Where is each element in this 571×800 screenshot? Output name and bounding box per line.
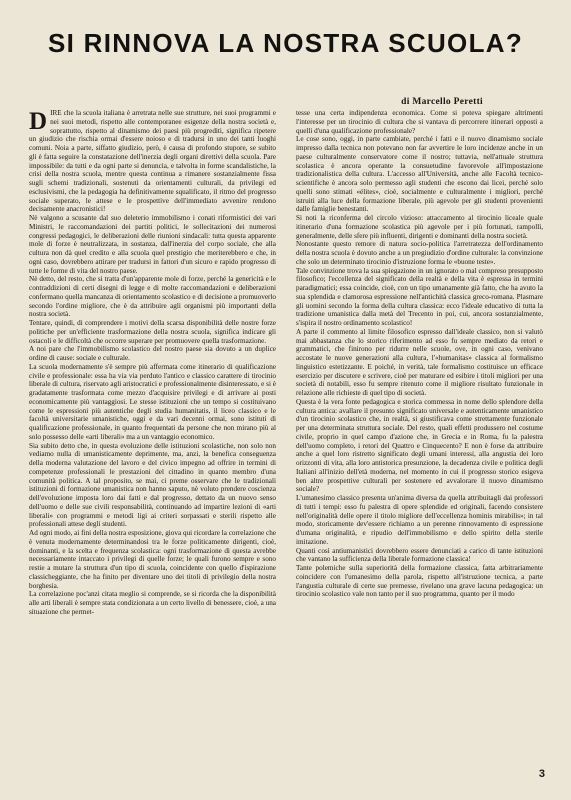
paragraph: La correlazione poc'anzi citata meglio si comprende, se si ricorda che la disponibilità alle arti liberali è sempre stata condizionata a un certo livello di benessere, cioè, a una situazione che permet- — [29, 590, 276, 616]
paragraph: Sia subito detto che, in questa evoluzione delle istituzioni scolastiche, non solo non vediamo nulla di umanisticamente deprimente, ma, anzi, la benefica conseguenza della moderna valutazione del lavoro e del civico impegno ad offrire in termini di competenze professionali le prestazioni del cittadino in quanto membro d'una comunità politica. A tal proposito, se mai, ci preme osservare che le tradizionali istituzioni di formazione umanistica non hanno saputo, nè voluto prendere coscienza dell'evoluzione imposta loro dai fatti e dal progresso, dettato da un nuovo senso dell'uomo e delle sue civili responsabilità, continuando ad impartire lezioni di «arti liberali» con programmi e metodi ligi ai criteri sorpassati e sterili rispetto alle professionali attese degli studenti. — [29, 441, 276, 529]
paragraph: DIRE che la scuola italiana è arretrata nelle sue strutture, nei suoi programmi e nei suoi metodi, rispetto alle contemporanee esigenze della nostra società e, soprattutto, rispetto al dinamismo dei paesi più progrediti, significa ripetere un giudizio che rischia ormai d'essere noioso e di tradursi in uno dei tanti luoghi comuni. Noia a parte, siffatto giudizio, però, è causa di profondo stupore, se subito gli è fatta seguire la constatazione dell'inerzia degli organi direttivi della scuola. Pare impossibile: da tutti e da ogni parte si denuncia, e talvolta in forme scandalistiche, la crisi della nostra scuola, mentre questa continua a rimanere sostanzialmente fissa sugli schemi tradizionali, sostenuti da orientamenti culturali, da privilegi ed esclusivismi, che la pedagogia ha definitivamente squalificato, il ritmo del progresso sociale superato, le attese e le prospettive dell'immediato avvenire rendono decisamente anacronistici! — [29, 108, 276, 214]
paragraph: Tante polemiche sulla superiorità della formazione classica, fatta arbitrariamente coincidere con l'umanesimo della parola, rispetto all'istruzione tecnica, a parte l'angustia culturale di certe sue premesse, rivelano una grave lacuna pedagogica: un tirocinio scolastico vale non tanto per il suo programma, quanto per il modo — [296, 564, 543, 599]
paragraph: A noi pare che l'immobilismo scolastico del nostro paese sia dovuto a un duplice ordine di cause: sociale e culturale. — [29, 345, 276, 362]
paragraph: La scuola modernamente s'è sempre più affermata come itinerario di qualificazione civile e professionale: essa ha via via perduto l'antico e classico carattere di tirocinio liberale di cultura, riservato agli aristocratici e professionalmente disinteressato, e si è gradatamente trasformata come mezzo d'acquisire privilegi e di arrivare ai posti economicamente più vantaggiosi. Le stesse istituzioni che un tempo si costituivano come le espressioni più autentiche degli studia humanitatis, il liceo classico e le facoltà universitarie umanistiche, oggi e da vari decenni ormai, sono istituti di qualificazione professionale, in quanto frequentati da persone che non mirano più al solo possesso delle «arti liberali» ma a un vantaggio economico. — [29, 362, 276, 441]
article-title: SI RINNOVA LA NOSTRA SCUOLA? — [47, 28, 524, 58]
paragraph: Nè valgono a scusante dal suo deleterio immobilismo i conati riformistici dei vari Ministri, le raccomandazioni dei partiti politici, le sollecitazioni dei numerosi congressi pedagogici, le deliberazioni delle riunioni sindacali: tutta questa apparente mole di forze è neutralizzata, in sostanza, dall'inerzia del corpo sociale, che alla cultura non dà quel credito e alla scuola quel prestigio che meriterebbero e che, in ogni caso, dovrebbero attirare per tradursi in fattori d'un sicuro e rapido progresso di tutte le forme di vita del nostro paese. — [29, 214, 276, 275]
paragraph: A parte il commento al limite filosofico espresso dall'ideale classico, non si valutò mai abbastanza che lo storico riferimento ad esso fu sempre mediato da retori e grammatici, che finirono per ridurre nelle scuole, ove, in ogni caso, venivano accostate le nuove generazioni alla cultura, l'«humanitas» classica al formalismo linguistico estetizzante. E poiché, in verità, tale formalismo costituisce un efficace esercizio per discutere e scrivere, cioè per maturare ed esibire i titoli migliori per una società di notabili, esso fu sempre ritenuto come il migliore risultato funzionale in relazione alle richieste di quel tipo di società. — [296, 327, 543, 397]
page-number: 3 — [538, 768, 545, 780]
paragraph: Questa è la vera fonte pedagogica e storica commessa in nome dello splendore della cultura antica: avallare il presunto significato universale e autenticamente umanistico d'un tirocinio scolastico che, in realtà, si giustificava come strettamente funzionale per una determinata struttura sociale. Del resto, quali effetti produssero nel costume civile, proprio in quel campo d'azione che, in Grecia e in Roma, fu la palestra dell'uomo completo, i retori del Quattro e Cinquecento? E non è forse da attribuire anche a quel loro ristretto significato degli umani interessi, alla angustia dei loro orizzonti di vita, alla loro antistorica presunzione, la decadenza civile e politica degli Italiani all'inizio dell'età moderna, nel momento in cui il progresso storico esigeva ben altre prospettive culturali per sostenere ed avvalorare il nuovo dinamismo sociale? — [296, 397, 543, 494]
paragraph: Tale convinzione trova la sua spiegazione in un ignorato o mal compreso presupposto filosofico; l'eccellenza del significato della realtà e della vita è espressa in termini paradigmatici; essa coincide, cioè, con un tipo umanamente già fatto, che ha avuto la sua splendida e clamorosa espressione nell'antichità classica greco-romana. Plasmare gli uomini secondo la forma della cultura classica: ecco l'ideale educativo di tutta la tradizione umanistica dalla metà del Trecento in poi, cui, ancora sostanzialmente, s'ispira il nostro ordinamento scolastico! — [296, 266, 543, 327]
drop-cap: D — [29, 108, 48, 135]
right-column — [296, 109, 543, 599]
paragraph: L'umanesimo classico presenta un'anima diversa da quella attribuitagli dai professori di tutti i tempi: esso fu palestra di opere splendide ed originali, facendo consistere nell'originalità delle opere il titolo migliore dell'eccellenza hominis mirabilis»; in tal modo, storicamente dev'essere richiamo a un perenne rinnovamento di espressione d'umana originalità, e ripudio dell'immobilismo e dello spirito della sterile imitazione. — [296, 494, 543, 546]
paragraph: Tentare, quindi, di comprendere i motivi della scarsa disponibilità delle nostre forze politiche per un'efficiente trasformazione della nostra scuola, significa indicare gli ostacoli e le difficoltà che occorre superare per promuovere quella trasformazione. — [29, 319, 276, 345]
left-column — [29, 109, 276, 617]
paragraph: Le cose sono, oggi, in parte cambiate, perché i fatti e il nuovo dinamismo sociale impresso dalla tecnica non potevano non far avvertire le loro incidenze anche in un paese culturalmente conservatore come il nostro; tuttavia, nell'attuale struttura scolastica è ancora operante la consuetudine favorevole all'impostazione tradizionalistica della cultura. L'accesso all'Università, anche alle Facoltà tecnico-scientifiche è ancora solo permesso agli studenti che escono dai licei, perché solo quelli sono stimati «élites», cioè, socialmente e culturalmente i migliori, perché istruiti alla luce della formazione liberale, più agevole per gli studenti provenienti dalle famiglie benestanti. — [296, 135, 543, 214]
paragraph: Nonostante questo remore di natura socio-politica l'arretratezza dell'ordinamento della nostra scuola è dovuto anche a un pregiudizio d'ordine culturale: la convinzione che solo un determinato tirocinio d'istruzione forma le «buone teste». — [296, 240, 543, 266]
paragraph: Quanti così antiumanistici dovrebbero essere denunciati a carico di tante istituzioni che vantano la sufficienza della liberale formazione classica! — [296, 546, 543, 564]
paragraph: Ad ogni modo, ai fini della nostra esposizione, giova qui ricordare la correlazione che è venuta modernamente determinandosi tra le forze politicamente dirigenti, cioè, dominanti, e la scelta e frequenza scolastica: ogni trasformazione di questa avrebbe necessariamente intaccato i privilegi di quelle forze; le quali furono sempre e sono restie a mutare la struttura d'un tipo di scuola, coincidente con quello d'ispirazione classicheggiante, che ha finito per diventare uno dei titoli di privilegio della nostra borghesia. — [29, 529, 276, 590]
article-byline: di Marcello Peretti — [401, 97, 483, 107]
paragraph: Nè detto, del resto, che si tratta d'un'apparente mole di forze, perché la genericità e le contraddizioni di certi disegni di legge e di molte raccomandazioni e deliberazioni confermano quella mancanza di orientamento scolastico e di decisione a promuoverlo secondo l'ordine migliore, che è da attribuire agli organismi più importanti della nostra società. — [29, 275, 276, 319]
paragraph: Si noti la riconferma del circolo vizioso: attaccamento al tirocinio liceale quale itinerario d'una formazione scolastica più agevole per i più fortunati, rampolli, generalmente, delle sfere più influenti, dirigenti e dominanti della nostra società. — [296, 214, 543, 240]
paragraph: tesse una certa indipendenza economica. Come si poteva spiegare altrimenti l'interesse per un tirocinio di cultura che si vantava di percorrere itinerari opposti a quelli d'una qualificazione professionale? — [296, 109, 543, 135]
